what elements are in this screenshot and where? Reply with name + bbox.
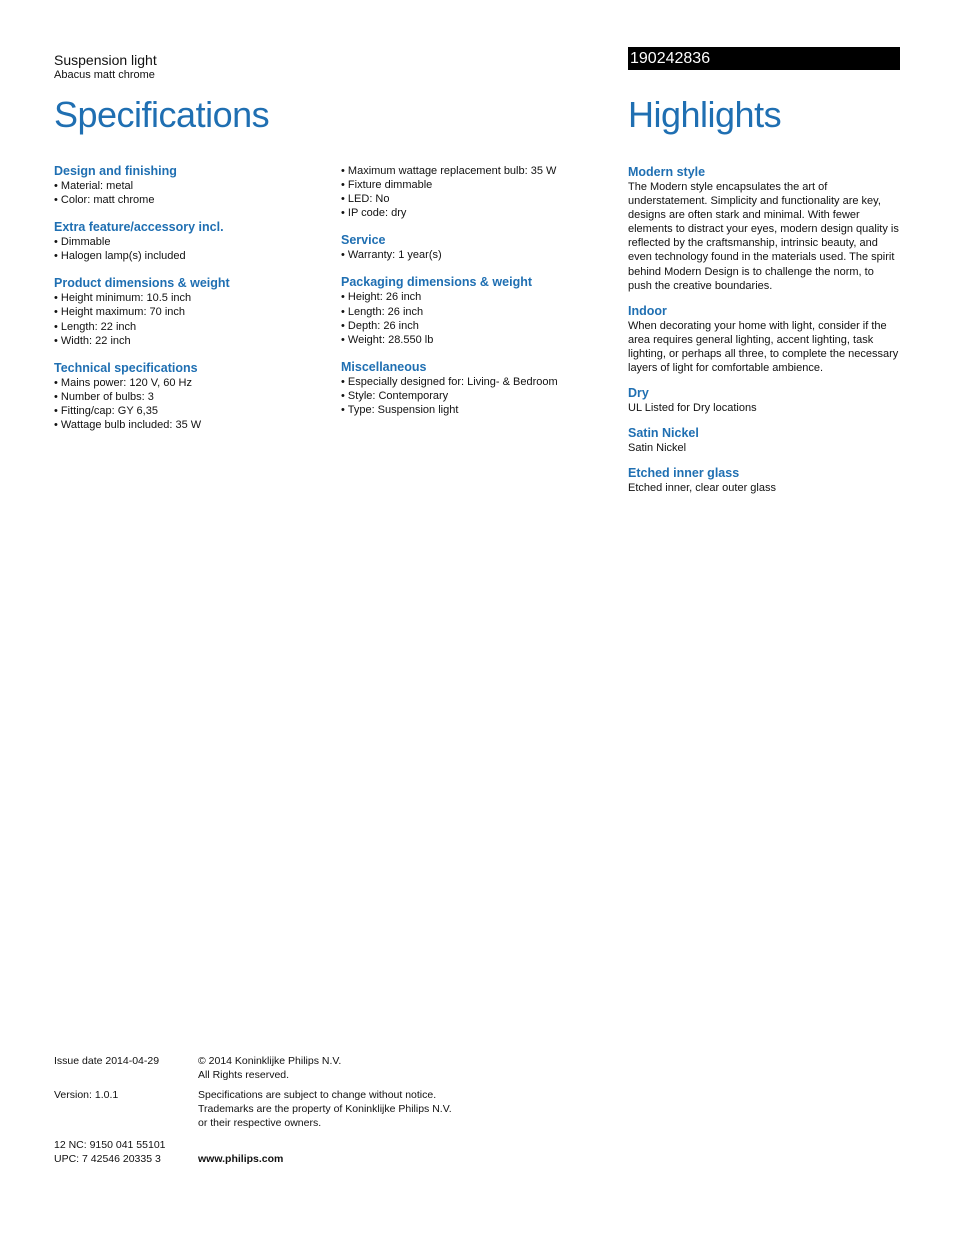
spec-item: • Style: Contemporary [341, 389, 611, 403]
spec-section [341, 233, 611, 262]
spec-item: • Height minimum: 10.5 inch [54, 291, 324, 305]
spec-section-title: Product dimensions & weight [54, 276, 230, 291]
version: Version: 1.0.1 [54, 1089, 119, 1101]
nc-code: 12 NC: 9150 041 55101 [54, 1139, 166, 1151]
copyright [198, 1054, 341, 1082]
highlight-text: The Modern style encapsulates the art of understatement. Simplicity and functionality are key, designs are often stark and minimal. With fewer elements to distract your eyes, modern design quality is reflected by the craftsmanship, intrinsic beauty, and even technology found in the materials used. The spirit behind Modern Design is to challenge the norm, to push the creative boundaries. [628, 181, 899, 292]
spec-item: • Maximum wattage replacement bulb: 35 W [341, 164, 611, 178]
issue-date: Issue date 2014-04-29 [54, 1055, 160, 1067]
highlight-text: Satin Nickel [628, 442, 687, 455]
copyright-line: All Rights reserved. [198, 1069, 290, 1081]
spec-item: • Depth: 26 inch [341, 319, 611, 333]
spec-item: • Length: 26 inch [341, 305, 611, 319]
highlight-title: Satin Nickel [628, 426, 699, 441]
spec-section-title: Miscellaneous [341, 359, 427, 374]
spec-section-title: Design and finishing [54, 164, 177, 178]
spec-section-title: Packaging dimensions & weight [341, 275, 533, 290]
highlight-text: When decorating your home with light, consider if the area requires general lighting, accent lighting, task lighting, or perhaps all three, to complete the necessary layers of light for comfortable ambience. [628, 319, 899, 375]
highlight-title: Indoor [628, 303, 667, 318]
notice-line: Specifications are subject to change without notice. [198, 1089, 437, 1101]
spec-section [54, 164, 324, 207]
spec-item: • Mains power: 120 V, 60 Hz [54, 376, 324, 390]
legal-notice [198, 1088, 452, 1130]
spec-section [341, 360, 611, 417]
spec-item: • Warranty: 1 year(s) [341, 248, 611, 262]
spec-section-title: Service [341, 233, 386, 248]
product-code-bar [628, 47, 900, 70]
highlight-item [628, 426, 900, 455]
spec-item: • Width: 22 inch [54, 334, 324, 348]
spec-section-title: Extra feature/accessory incl. [54, 220, 224, 235]
highlight-item [628, 466, 900, 495]
highlight-item [628, 165, 900, 293]
specifications-column-1 [54, 164, 324, 445]
notice-line: Trademarks are the property of Koninklijke Philips N.V. [198, 1103, 452, 1115]
highlight-item [628, 386, 900, 415]
spec-item: • IP code: dry [341, 206, 611, 220]
spec-item: • Type: Suspension light [341, 403, 611, 417]
spec-item: • Dimmable [54, 235, 324, 249]
product-title: Suspension light [54, 52, 157, 68]
highlight-text: Etched inner, clear outer glass [628, 482, 776, 495]
spec-section [54, 276, 324, 347]
spec-item: • Halogen lamp(s) included [54, 249, 324, 263]
spec-section [341, 275, 611, 346]
product-code: 190242836 [630, 50, 711, 67]
copyright-line: © 2014 Koninklijke Philips N.V. [198, 1055, 342, 1067]
spec-item: • Wattage bulb included: 35 W [54, 418, 324, 432]
spec-section [54, 220, 324, 263]
spec-section-continued [341, 164, 611, 220]
highlight-title: Modern style [628, 165, 706, 179]
spec-item: • Length: 22 inch [54, 320, 324, 334]
spec-item: • Material: metal [54, 179, 324, 193]
highlight-text: UL Listed for Dry locations [628, 402, 757, 415]
highlight-title: Dry [628, 386, 649, 401]
spec-item: • Height maximum: 70 inch [54, 305, 324, 319]
spec-section-title: Technical specifications [54, 360, 198, 375]
spec-item: • Fitting/cap: GY 6,35 [54, 404, 324, 418]
specifications-heading: Specifications [54, 94, 270, 135]
notice-line: or their respective owners. [198, 1117, 322, 1129]
spec-section [54, 361, 324, 432]
spec-item: • Color: matt chrome [54, 193, 324, 207]
product-subtitle: Abacus matt chrome [54, 69, 155, 81]
spec-item: • LED: No [341, 192, 611, 206]
website-link[interactable]: www.philips.com [198, 1153, 284, 1165]
spec-item: • Fixture dimmable [341, 178, 611, 192]
highlight-item [628, 304, 900, 375]
upc-code: UPC: 7 42546 20335 3 [54, 1153, 161, 1165]
spec-item: • Weight: 28.550 lb [341, 333, 611, 347]
spec-item: • Height: 26 inch [341, 290, 611, 304]
specifications-column-2 [341, 164, 611, 430]
spec-item: • Especially designed for: Living- & Bedroom [341, 375, 611, 389]
highlights-column [628, 165, 900, 506]
highlights-heading: Highlights [628, 94, 782, 135]
spec-item: • Number of bulbs: 3 [54, 390, 324, 404]
highlight-title: Etched inner glass [628, 466, 740, 481]
